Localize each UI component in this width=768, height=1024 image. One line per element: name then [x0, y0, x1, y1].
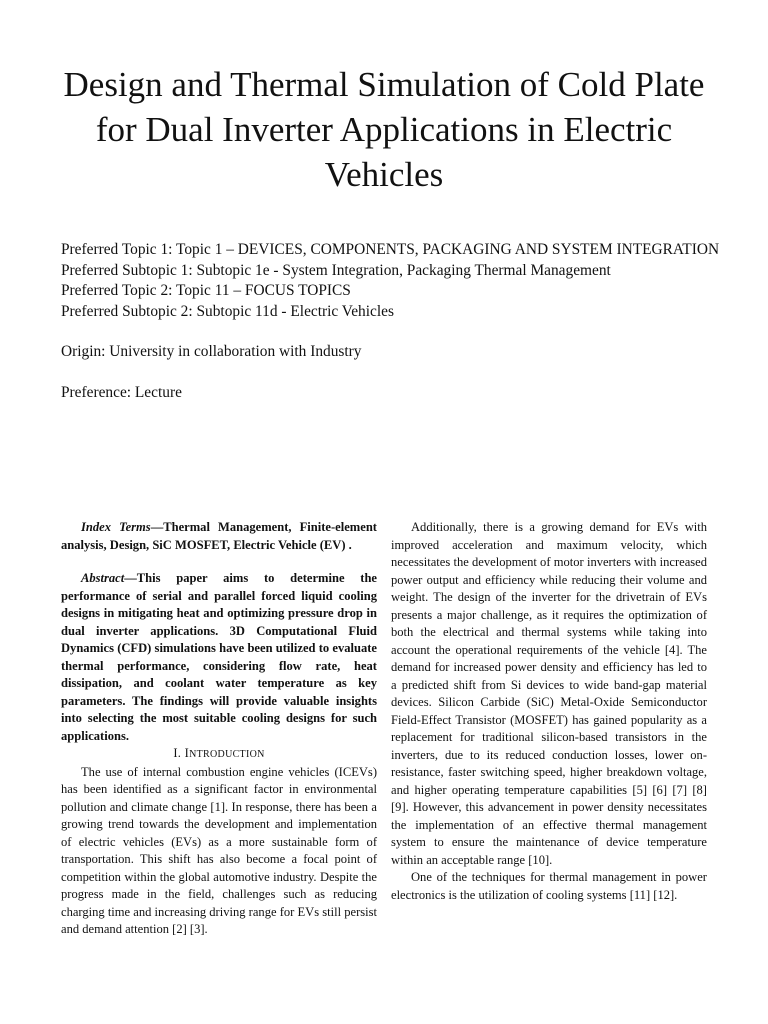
preferred-topic-1: Preferred Topic 1: Topic 1 – DEVICES, COMPONENTS, PACKAGING AND SYSTEM INTEGRATION [61, 241, 720, 258]
section-heading-introduction [61, 745, 377, 764]
section-title-initial: I [184, 746, 190, 760]
title-line: Vehicles [324, 155, 444, 194]
abstract-label: Abstract [81, 571, 125, 585]
left-column [61, 519, 377, 939]
abstract-text: —This paper aims to determine the performance of serial and parallel forced liquid cooling designs in mitigating heat and optimizing pressure drop in dual inverter applications. 3D Computational Fluid Dynamics (CFD) simulations have been utilized to evaluate thermal performance, considering flow rate, heat dissipation, and coolant water temperature as key parameters. The findings will provide valuable insights into selecting the most suitable cooling designs for such applications. [61, 571, 377, 743]
title-line: for Dual Inverter Applications in Electric [95, 110, 673, 149]
preferred-topic-2: Preferred Topic 2: Topic 11 – FOCUS TOPICS [61, 282, 351, 299]
preference: Preference: Lecture [61, 383, 182, 401]
submission-metadata [61, 240, 721, 403]
section-number: I. [173, 746, 182, 760]
intro-paragraph-2: Additionally, there is a growing demand for EVs with improved acceleration and maximum velocity, which necessitates the development of motor inverters with increased power output and efficiency while reducing their volume and weight. The design of the inverter for the drivetrain of EVs presents a major challenge, as it requires the optimization of both the electrical and thermal systems while taking into account the operational requirements of the vehicle [4]. The demand for increased power density and efficiency has led to a predicted shift from Si devices to wide band-gap material devices. Silicon Carbide (SiC) Metal-Oxide Semiconductor Field-Effect Transistor (MOSFET) has gained popularity as a replacement for traditional silicon-based transistors in the inverters, due to its reduced conduction losses, lower on-resistance, faster switching speed, higher breakdown voltage, and higher operating temperature capabilities [5] [6] [7] [8] [9]. However, this advancement in power density necessitates the implementation of an effective thermal management system to ensure the maintenance of device temperature within an acceptable range [10]. [391, 520, 707, 867]
origin: Origin: University in collaboration with Industry [61, 343, 362, 360]
paper-title [40, 62, 728, 197]
preferred-subtopic-1: Preferred Subtopic 1: Subtopic 1e - System Integration, Packaging Thermal Management [61, 261, 611, 279]
index-terms-text: —Thermal Management, Finite-element analysis, Design, SiC MOSFET, Electric Vehicle (EV) . [61, 520, 377, 552]
section-title-rest: NTRODUCTION [189, 749, 265, 760]
abstract [61, 570, 377, 745]
index-terms-label: Index Terms [81, 520, 151, 534]
right-column [391, 519, 707, 904]
preferred-subtopic-2: Preferred Subtopic 2: Subtopic 11d - Electric Vehicles [61, 302, 394, 320]
intro-paragraph-1: The use of internal combustion engine vehicles (ICEVs) has been identified as a significant factor in environmental pollution and climate change [1]. In response, there has been a growing trend towards the development and implementation of electric vehicles (EVs) as a more sustainable form of transportation. This shift has also become a focal point of competition within the global automotive industry. Despite the progress made in the field, challenges such as reducing charging time and increasing driving range for EVs still persist and demand attention [2] [3]. [61, 764, 377, 936]
intro-paragraph-3: One of the techniques for thermal management in power electronics is the utilization of cooling systems [11] [12]. [391, 870, 707, 902]
title-line: Design and Thermal Simulation of Cold Plate [63, 65, 705, 104]
index-terms [61, 519, 377, 554]
